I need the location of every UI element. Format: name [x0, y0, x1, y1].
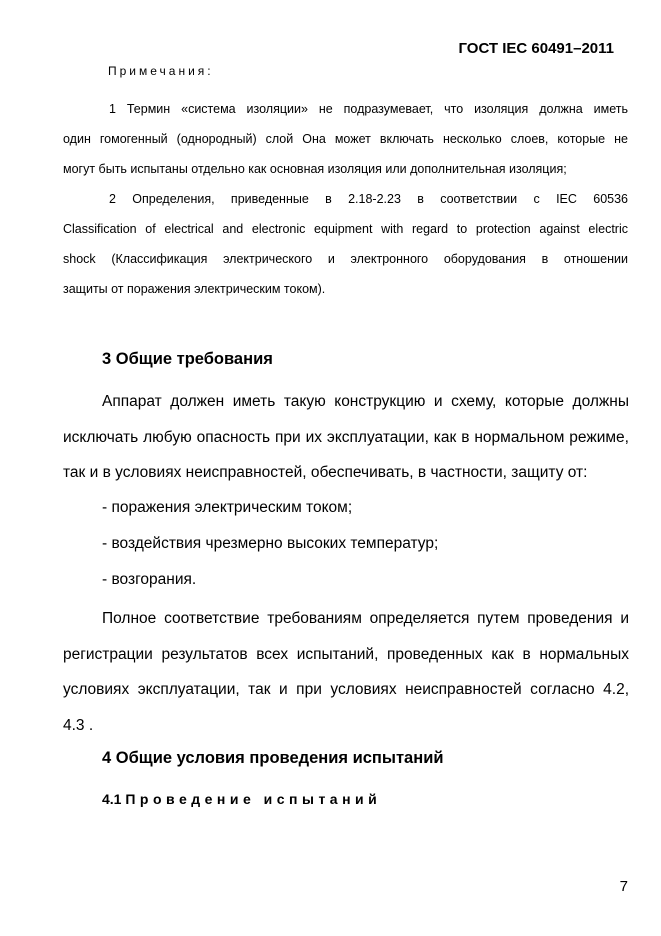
bullet-item: - поражения электрическим током; [102, 499, 353, 516]
note-1-line-3: могут быть испытаны отдельно как основная изоляция или дополнительная изоляция; [63, 162, 567, 176]
note-2-line-2: Classification of electrical and electronic equipment with regard to protection against electric [63, 222, 628, 236]
paragraph-1-line-1: Аппарат должен иметь такую конструкцию и схему, которые должны [102, 393, 629, 410]
note-1 [63, 94, 628, 184]
section-3-paragraph-1 [63, 384, 629, 491]
bullet-item: - воздействия чрезмерно высоких температур; [102, 535, 439, 552]
note-2-line-4: защиты от поражения электрическим током). [63, 282, 326, 296]
note-1-line-2: один гомогенный (однородный) слой Она может включать несколько слоев, которые не [63, 132, 628, 146]
section-3-heading: 3 Общие требования [102, 350, 273, 368]
note-2 [63, 184, 628, 304]
section-3-paragraph-2 [63, 601, 629, 743]
paragraph-2-line-3: условиях эксплуатации, так и при условиях неисправностей согласно 4.2, [63, 681, 629, 698]
page-number: 7 [619, 878, 628, 895]
paragraph-1-line-3: так и в условиях неисправностей, обеспечивать, в частности, защиту от: [63, 464, 588, 481]
note-1-line-1: 1 Термин «система изоляции» не подразумевает, что изоляция должна иметь [109, 102, 628, 116]
section-4-heading: 4 Общие условия проведения испытаний [102, 749, 444, 767]
bullet-item: - возгорания. [102, 571, 197, 588]
note-2-line-3: shock (Классификация электрического и электронного оборудования в отношении [63, 252, 628, 266]
document-header: ГОСТ IEC 60491–2011 [458, 40, 614, 57]
paragraph-2-line-1: Полное соответствие требованиям определяется путем проведения и [102, 610, 629, 627]
subsection-number: 4.1 [102, 791, 122, 807]
paragraph-1-line-2: исключать любую опасность при их эксплуатации, как в нормальном режиме, [63, 428, 629, 446]
paragraph-2-line-2: регистрации результатов всех испытаний, проведенных как в нормальных [63, 645, 629, 663]
note-2-line-1: 2 Определения, приведенные в 2.18-2.23 в соответствии с IEC 60536 [109, 192, 628, 206]
subsection-title: Проведение испытаний [125, 791, 382, 807]
notes-title: Примечания: [108, 64, 214, 78]
paragraph-2-line-4: 4.3 . [63, 716, 94, 734]
subsection-4-1-heading [102, 791, 381, 807]
